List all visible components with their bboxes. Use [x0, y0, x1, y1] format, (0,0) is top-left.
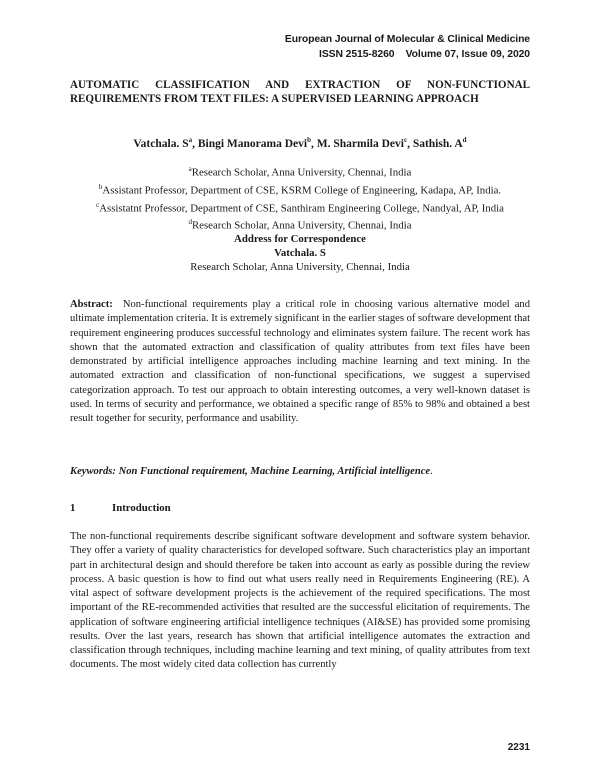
- journal-name: European Journal of Molecular & Clinical Medicine: [284, 34, 530, 45]
- page-number: 2231: [507, 742, 530, 753]
- issn-volume-line: ISSN 2515-8260 Volume 07, Issue 09, 2020: [319, 49, 530, 60]
- affiliation: $^d$Research Scholar, Anna University, Chennai, India: [188, 218, 412, 232]
- correspondence-name: Vatchala. S: [274, 247, 326, 259]
- affiliation-list: [70, 162, 530, 233]
- author: M. Sharmila Devi$^c$,: [316, 136, 413, 150]
- keywords: Keywords: Non Functional requirement, Machine Learning, Artificial intelligence.: [70, 466, 433, 477]
- author: Sathish. $A^d$: [412, 136, 467, 150]
- keywords-label: Keywords:: [70, 466, 116, 477]
- introduction-paragraph: The non-functional requirements describe significant software development and software system behavior. They offer a variety of quality characteristics for developed software. Such characteristics play an important part in architectural design and should therefore be taken into account as early as possible during the review process. A basic question is how to find out what users really need in Requirements Engineering (RE). A vital aspect of software development projects is the achievement of the required specifications. The most important of the RE-recommended activities that resulted are the successful elicitation of requirements. The application of software engineering artificial intelligence techniques (AI&SE) has provided some promising results. Over the last years, research has shown that artificial intelligence automates the extraction and classification through techniques, including machine learning and text mining, of quality attributes from text documents. The most widely cited data collection has currently: [70, 531, 530, 671]
- abstract: [70, 298, 530, 426]
- abstract-label: Abstract:: [70, 299, 113, 310]
- affiliation: $^b$Assistant Professor, Department of CSE, KSRM College of Engineering, Kadapa, AP, India.: [98, 182, 502, 197]
- keywords-text: Non Functional requirement, Machine Learning, Artificial intelligence: [118, 466, 431, 477]
- author: Vatchala. $S^a$,: [133, 136, 198, 150]
- abstract-text: Non-functional requirements play a critical role in choosing various alternative model and ultimate implementation criteria. It is extremely significant in the earlier stages of software development that requirement engineering produces successful technology and eliminates system failure. The recent work has shown that the automated extraction and classification of quality attributes from text files have been demonstrated by artificial intelligence approaches including machine learning and text mining. In the automated extraction and classification of non-functional specifications, we suggest a supervised categorization approach. To test our approach to obtain interesting outcomes, a very well-known dataset is used. In terms of security and performance, we obtained a specific range of 85% to 98% and obtained a best result together for security, performance and usability.: [70, 299, 530, 424]
- correspondence-block: [70, 232, 530, 274]
- section-number: 1: [70, 502, 76, 514]
- section-title: Introduction: [112, 502, 171, 514]
- author-list: [70, 136, 530, 150]
- correspondence-address: Research Scholar, Anna University, Chennai, India: [190, 261, 410, 273]
- author: Bingi Manorama Devi$^b$,: [197, 136, 317, 150]
- affiliation: $^a$Research Scholar, Anna University, Chennai, India: [188, 165, 412, 179]
- journal-header: [285, 32, 530, 62]
- section-heading: [70, 502, 530, 514]
- affiliation: $^c$Assistatnt Professor, Department of CSE, Santhiram Engineering College, Nandyal, AP, India: [96, 200, 504, 215]
- correspondence-heading: Address for Correspondence: [234, 233, 366, 245]
- paper-title: AUTOMATIC CLASSIFICATION AND EXTRACTION OF NON-FUNCTIONAL REQUIREMENTS FROM TEXT FILES: A SUPERVISED LEARNING APPROACH: [70, 79, 530, 105]
